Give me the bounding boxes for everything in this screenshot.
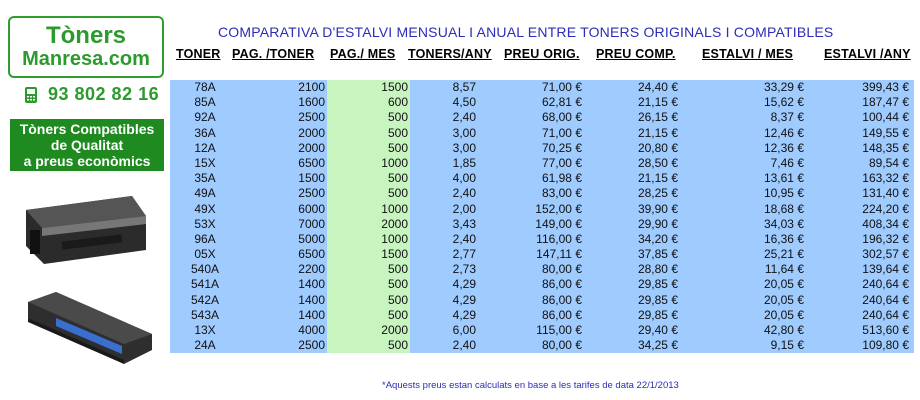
logo [8, 16, 164, 78]
table-cell: 2000 [327, 217, 410, 232]
table-cell: 1600 [222, 95, 327, 110]
table-cell: 12,36 € [684, 141, 810, 156]
table-cell: 10,95 € [684, 186, 810, 201]
table-cell: 15X [170, 156, 222, 171]
table-cell: 600 [327, 95, 410, 110]
table-row [170, 308, 914, 323]
table-row [170, 293, 914, 308]
table-cell: 28,50 € [588, 156, 684, 171]
table-row [170, 338, 914, 353]
column-header: PAG./ MES [330, 47, 396, 61]
table-cell: 2500 [222, 338, 327, 353]
table-cell: 33,29 € [684, 80, 810, 95]
column-header: PAG. /TONER [232, 47, 315, 61]
table-cell: 543A [170, 308, 222, 323]
table-cell: 500 [327, 141, 410, 156]
table-row [170, 110, 914, 125]
table-cell: 2500 [222, 186, 327, 201]
table-cell: 2,00 [410, 202, 490, 217]
table-cell: 16,36 € [684, 232, 810, 247]
promo-line: a preus econòmics [23, 153, 151, 169]
table-cell: 05X [170, 247, 222, 262]
table-cell: 12,46 € [684, 126, 810, 141]
table-cell: 28,25 € [588, 186, 684, 201]
table-row [170, 202, 914, 217]
table-cell: 3,00 [410, 126, 490, 141]
table-cell: 8,57 [410, 80, 490, 95]
phone-number: 93 802 82 16 [48, 84, 160, 104]
table-cell: 4,00 [410, 171, 490, 186]
table-cell: 71,00 € [490, 126, 588, 141]
table-cell: 1400 [222, 293, 327, 308]
table-cell: 2000 [327, 323, 410, 338]
table-cell: 4000 [222, 323, 327, 338]
table-cell: 83,00 € [490, 186, 588, 201]
table-cell: 2200 [222, 262, 327, 277]
table-header-row [170, 44, 914, 64]
table-cell: 86,00 € [490, 277, 588, 292]
table-row [170, 262, 914, 277]
table-cell: 131,40 € [810, 186, 914, 201]
table-row [170, 80, 914, 95]
table-cell: 39,90 € [588, 202, 684, 217]
footnote: *Aquests preus estan calculats en base a les tarifes de data 22/1/2013 [382, 380, 679, 391]
table-cell: 68,00 € [490, 110, 588, 125]
column-header: PREU COMP. [596, 47, 676, 61]
table-cell: 100,44 € [810, 110, 914, 125]
column-header: TONER [176, 47, 221, 61]
table-row [170, 217, 914, 232]
phone-icon [24, 86, 38, 104]
table-cell: 1500 [327, 80, 410, 95]
table-cell: 20,80 € [588, 141, 684, 156]
promo-line: Tòners Compatibles [19, 121, 155, 137]
table-cell: 25,21 € [684, 247, 810, 262]
table-row [170, 156, 914, 171]
table-cell: 28,80 € [588, 262, 684, 277]
table-cell: 1000 [327, 156, 410, 171]
table-cell: 408,34 € [810, 217, 914, 232]
table-cell: 240,64 € [810, 293, 914, 308]
table-cell: 109,80 € [810, 338, 914, 353]
table-cell: 187,47 € [810, 95, 914, 110]
table-cell: 9,15 € [684, 338, 810, 353]
table-cell: 1500 [327, 247, 410, 262]
table-row [170, 323, 914, 338]
table-cell: 7,46 € [684, 156, 810, 171]
table-cell: 500 [327, 186, 410, 201]
table-cell: 152,00 € [490, 202, 588, 217]
table-cell: 80,00 € [490, 338, 588, 353]
table-cell: 500 [327, 293, 410, 308]
table-cell: 53X [170, 217, 222, 232]
column-header: ESTALVI /ANY [824, 47, 911, 61]
table-cell: 62,81 € [490, 95, 588, 110]
table-cell: 6500 [222, 156, 327, 171]
column-header: PREU ORIG. [504, 47, 580, 61]
table-cell: 86,00 € [490, 293, 588, 308]
toner-cartridge-image [26, 288, 154, 368]
table-cell: 71,00 € [490, 80, 588, 95]
table-cell: 302,57 € [810, 247, 914, 262]
table-cell: 149,00 € [490, 217, 588, 232]
table-cell: 4,50 [410, 95, 490, 110]
table-cell: 4,29 [410, 308, 490, 323]
table-cell: 2000 [222, 126, 327, 141]
table-cell: 26,15 € [588, 110, 684, 125]
table-cell: 80,00 € [490, 262, 588, 277]
table-cell: 500 [327, 338, 410, 353]
page-title: COMPARATIVA D'ESTALVI MENSUAL I ANUAL ENTRE TONERS ORIGINALS I COMPATIBLES [218, 24, 834, 40]
table-cell: 29,40 € [588, 323, 684, 338]
table-cell: 21,15 € [588, 171, 684, 186]
table-cell: 77,00 € [490, 156, 588, 171]
table-cell: 1000 [327, 202, 410, 217]
table-cell: 86,00 € [490, 308, 588, 323]
table-cell: 500 [327, 308, 410, 323]
table-cell: 37,85 € [588, 247, 684, 262]
table-cell: 224,20 € [810, 202, 914, 217]
table-cell: 500 [327, 262, 410, 277]
table-cell: 61,98 € [490, 171, 588, 186]
table-cell: 149,55 € [810, 126, 914, 141]
table-cell: 3,00 [410, 141, 490, 156]
table-cell: 20,05 € [684, 277, 810, 292]
table-cell: 7000 [222, 217, 327, 232]
table-row [170, 277, 914, 292]
table-cell: 6,00 [410, 323, 490, 338]
table-cell: 13X [170, 323, 222, 338]
table-cell: 78A [170, 80, 222, 95]
table-cell: 500 [327, 171, 410, 186]
table-cell: 541A [170, 277, 222, 292]
table-cell: 8,37 € [684, 110, 810, 125]
table-row [170, 247, 914, 262]
table-cell: 96A [170, 232, 222, 247]
table-cell: 29,85 € [588, 293, 684, 308]
table-cell: 240,64 € [810, 277, 914, 292]
table-cell: 1400 [222, 277, 327, 292]
logo-line1: Tòners [45, 22, 126, 49]
table-cell: 29,90 € [588, 217, 684, 232]
table-row [170, 171, 914, 186]
table-cell: 21,15 € [588, 126, 684, 141]
table-cell: 5000 [222, 232, 327, 247]
table-cell: 20,05 € [684, 308, 810, 323]
column-header: TONERS/ANY [408, 47, 492, 61]
table-cell: 35A [170, 171, 222, 186]
table-cell: 12A [170, 141, 222, 156]
table-body [170, 80, 914, 353]
table-cell: 92A [170, 110, 222, 125]
table-cell: 13,61 € [684, 171, 810, 186]
table-cell: 6000 [222, 202, 327, 217]
table-row [170, 232, 914, 247]
table-cell: 20,05 € [684, 293, 810, 308]
table-cell: 29,85 € [588, 308, 684, 323]
table-cell: 542A [170, 293, 222, 308]
table-cell: 500 [327, 126, 410, 141]
logo-line2: Manresa.com [22, 48, 150, 70]
table-cell: 49A [170, 186, 222, 201]
table-cell: 115,00 € [490, 323, 588, 338]
table-cell: 1400 [222, 308, 327, 323]
table-cell: 49X [170, 202, 222, 217]
table-cell: 85A [170, 95, 222, 110]
table-cell: 1,85 [410, 156, 490, 171]
table-row [170, 95, 914, 110]
table-cell: 21,15 € [588, 95, 684, 110]
table-cell: 29,85 € [588, 277, 684, 292]
table-row [170, 126, 914, 141]
table-cell: 34,25 € [588, 338, 684, 353]
table-cell: 15,62 € [684, 95, 810, 110]
toner-cartridge-image [22, 190, 150, 270]
table-cell: 139,64 € [810, 262, 914, 277]
table-cell: 24,40 € [588, 80, 684, 95]
table-cell: 36A [170, 126, 222, 141]
promo-line: de Qualitat [50, 137, 124, 153]
table-row [170, 186, 914, 201]
table-cell: 34,20 € [588, 232, 684, 247]
table-cell: 2500 [222, 110, 327, 125]
table-cell: 240,64 € [810, 308, 914, 323]
table-cell: 399,43 € [810, 80, 914, 95]
table-cell: 24A [170, 338, 222, 353]
table-cell: 2100 [222, 80, 327, 95]
table-row [170, 141, 914, 156]
table-cell: 42,80 € [684, 323, 810, 338]
table-cell: 513,60 € [810, 323, 914, 338]
table-cell: 2,40 [410, 338, 490, 353]
comparison-table [170, 44, 914, 353]
table-cell: 4,29 [410, 293, 490, 308]
table-cell: 4,29 [410, 277, 490, 292]
table-cell: 148,35 € [810, 141, 914, 156]
table-cell: 89,54 € [810, 156, 914, 171]
table-cell: 1500 [222, 171, 327, 186]
table-cell: 116,00 € [490, 232, 588, 247]
table-cell: 3,43 [410, 217, 490, 232]
table-cell: 540A [170, 262, 222, 277]
table-cell: 2000 [222, 141, 327, 156]
table-cell: 1000 [327, 232, 410, 247]
table-cell: 163,32 € [810, 171, 914, 186]
table-cell: 2,40 [410, 110, 490, 125]
table-cell: 2,73 [410, 262, 490, 277]
table-cell: 2,40 [410, 232, 490, 247]
table-cell: 18,68 € [684, 202, 810, 217]
table-cell: 70,25 € [490, 141, 588, 156]
promo-banner [10, 119, 164, 171]
table-cell: 500 [327, 110, 410, 125]
table-cell: 2,40 [410, 186, 490, 201]
column-header: ESTALVI / MES [702, 47, 794, 61]
table-cell: 11,64 € [684, 262, 810, 277]
table-cell: 500 [327, 277, 410, 292]
phone-block [24, 84, 159, 105]
table-cell: 196,32 € [810, 232, 914, 247]
table-cell: 147,11 € [490, 247, 588, 262]
table-cell: 34,03 € [684, 217, 810, 232]
table-cell: 2,77 [410, 247, 490, 262]
table-cell: 6500 [222, 247, 327, 262]
